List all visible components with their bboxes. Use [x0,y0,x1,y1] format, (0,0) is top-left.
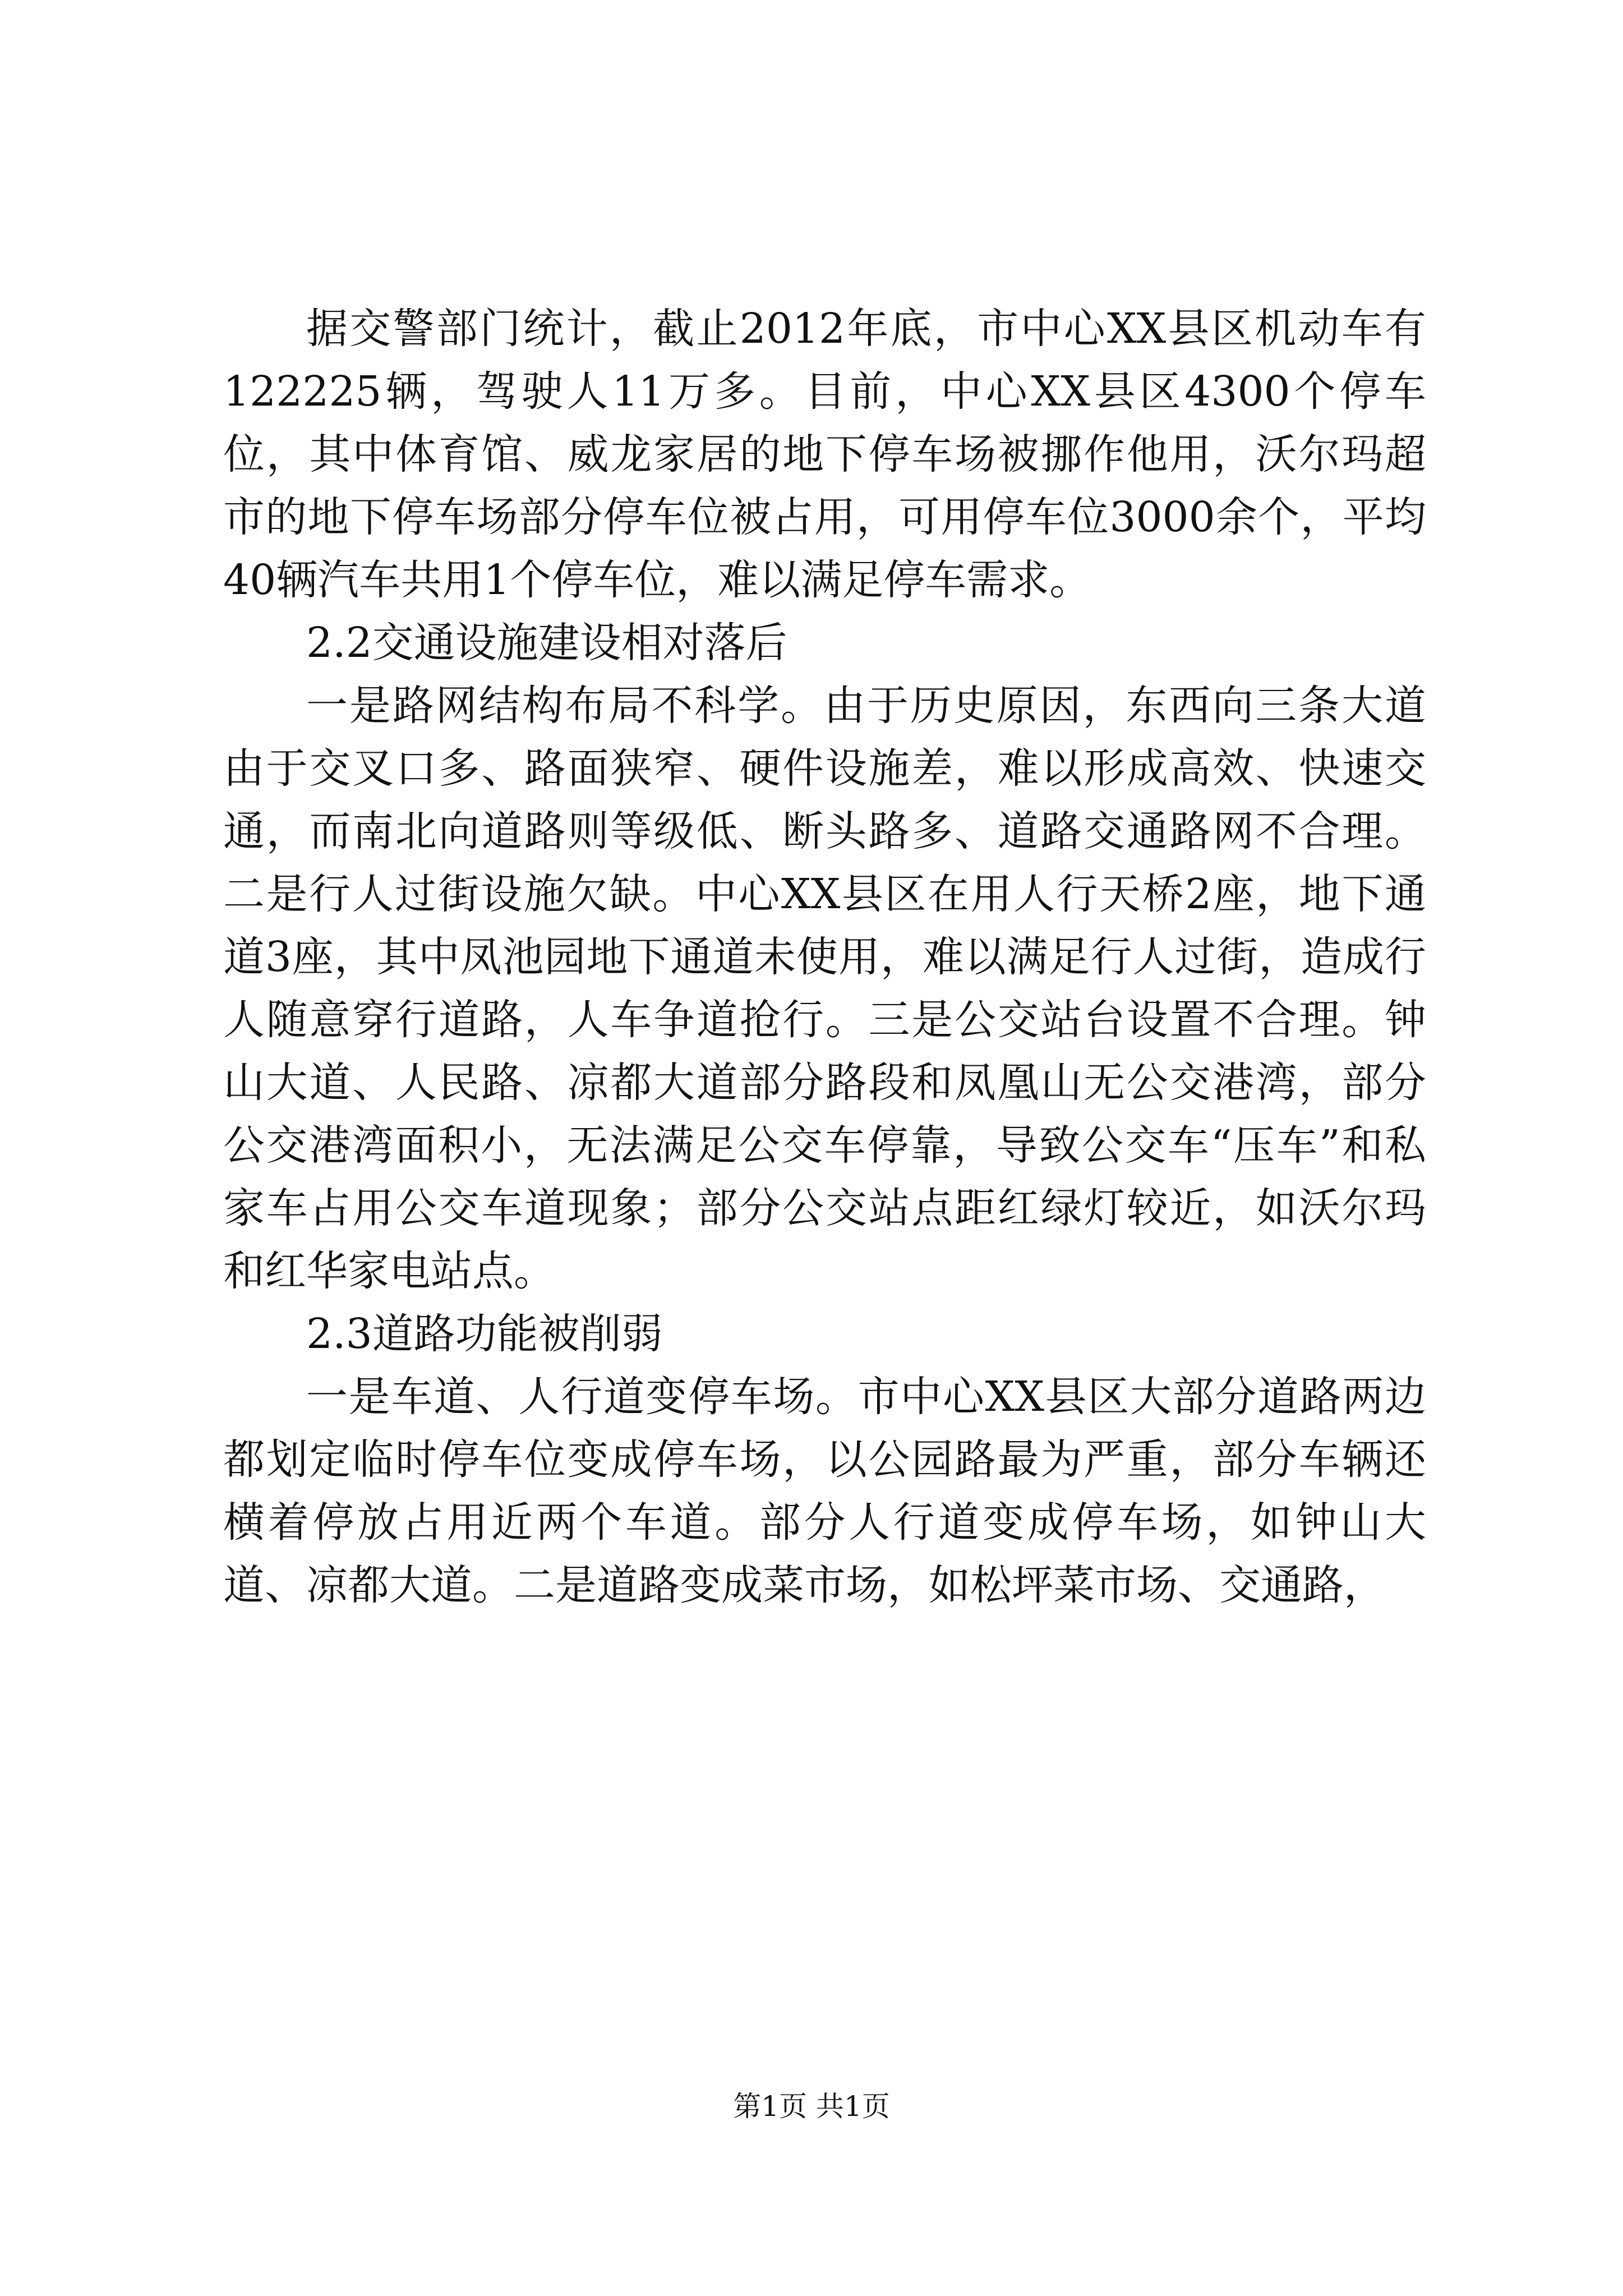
section-heading-2-3: 2.3道路功能被削弱 [306,1310,663,1358]
page-footer: 第1页 共1页 [733,2090,890,2123]
paragraph-traffic-facilities: 一是路网结构布局不科学。由于历史原因，东西向三条大道由于交叉口多、路面狭窄、硬件设施差，难以形成高效、快速交通，而南北向道路则等级低、断头路多、道路交通路网不合理。二是行人过街设施欠缺。中心XX县区在用人行天桥2座，地下通道3座，其中凤池园地下通道未使用，难以满足行人过街，造成行人随意穿行道路，人车争道抢行。三是公交站台设置不合理。钟山大道、人民路、凉都大道部分路段和凤凰山无公交港湾，部分公交港湾面积小，无法满足公交车停靠，导致公交车“压车”和私家车占用公交车道现象；部分公交站点距红绿灯较近，如沃尔玛和红华家电站点。 [223,682,1426,1295]
paragraph-road-function: 一是车道、人行道变停车场。市中心XX县区大部分道路两边都划定临时停车位变成停车场，以公园路最为严重，部分车辆还横着停放占用近两个车道。部分人行道变成停车场，如钟山大道、凉都大道。二是道路变成菜市场，如松坪菜市场、交通路， [223,1373,1426,1609]
section-heading-2-2: 2.2交通设施建设相对落后 [306,619,787,667]
paragraph-parking-statistics: 据交警部门统计，截止2012年底，市中心XX县区机动车有122225辆，驾驶人11万多。目前，中心XX县区4300个停车位，其中体育馆、威龙家居的地下停车场被挪作他用，沃尔玛超市的地下停车场部分停车位被占用，可用停车位3000余个，平均40辆汽车共用1个停车位，难以满足停车需求。 [223,305,1426,604]
document-body [223,297,1426,1617]
